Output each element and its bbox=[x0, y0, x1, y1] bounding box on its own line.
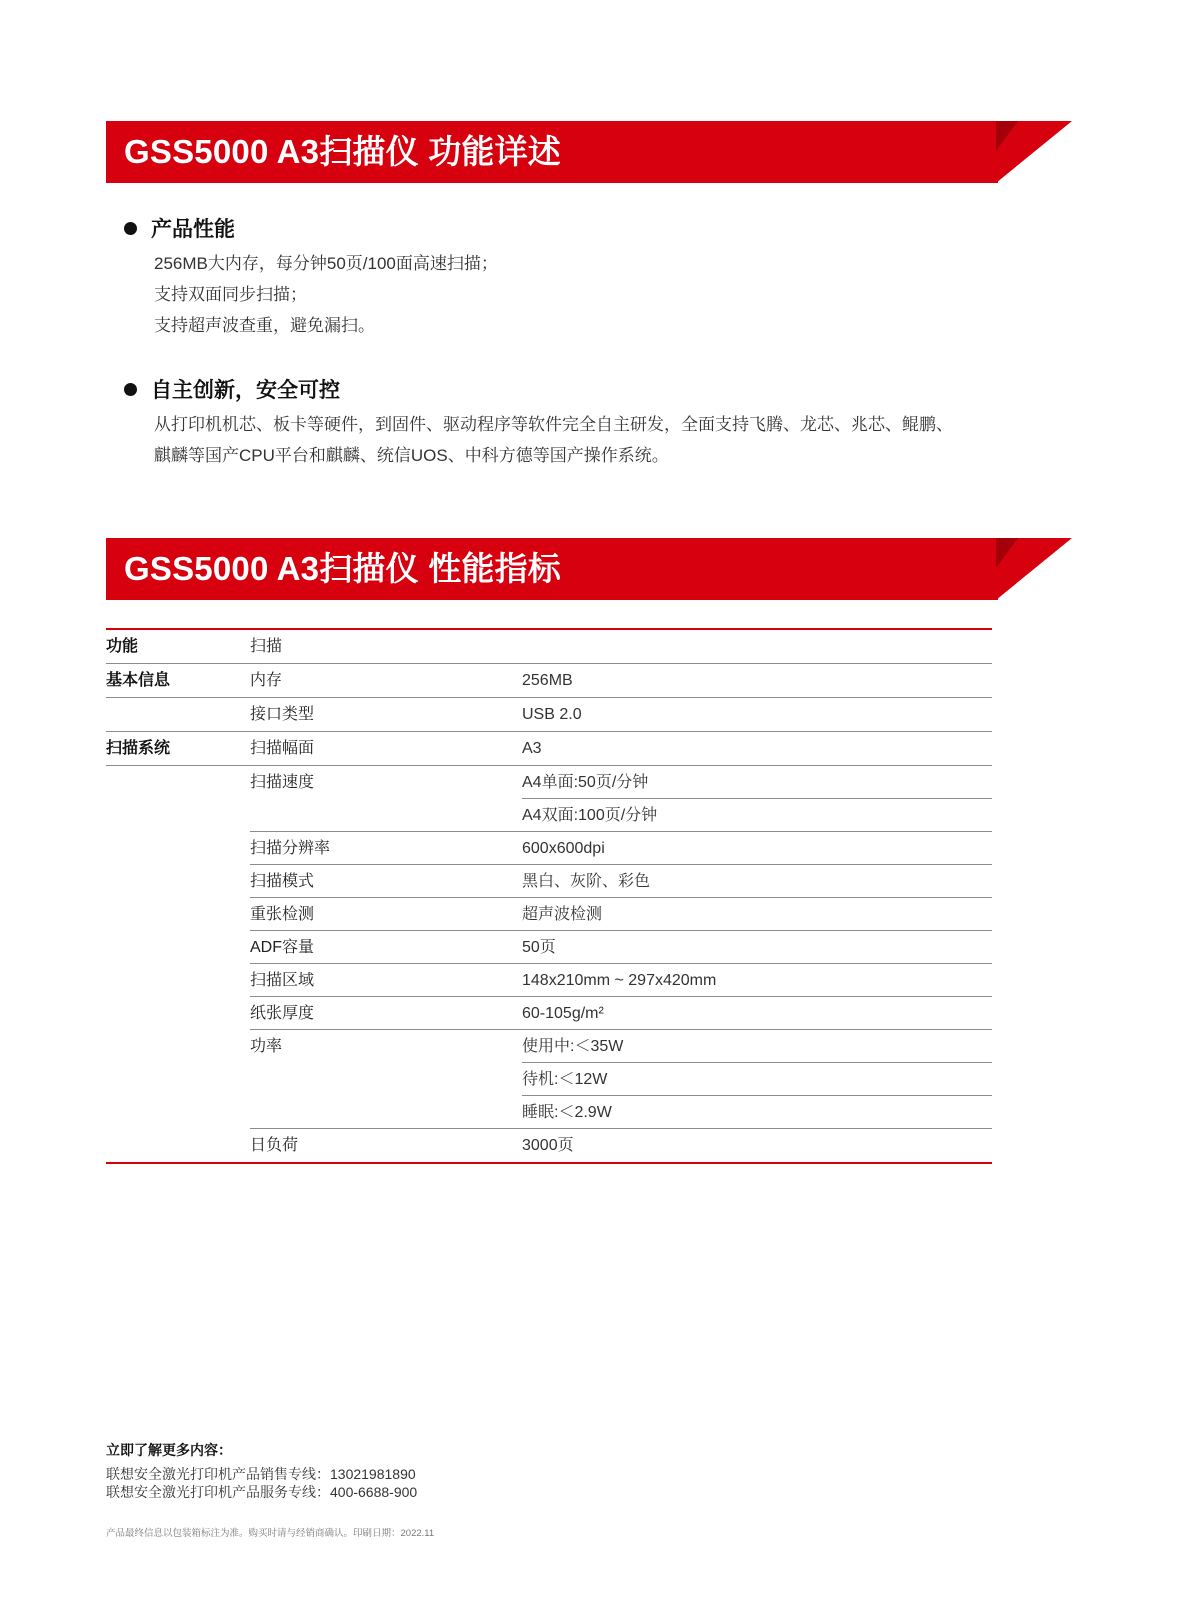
table-cell-item: 功率 bbox=[250, 1038, 283, 1055]
table-row bbox=[106, 964, 992, 997]
table-cell-value: A4单面:50页/分钟 bbox=[522, 774, 649, 791]
table-row bbox=[106, 766, 992, 799]
feature-line: 支持双面同步扫描； bbox=[154, 285, 307, 304]
table-cell-value: 50页 bbox=[522, 939, 556, 956]
spec-banner bbox=[106, 538, 1070, 600]
feature-line: 256MB大内存，每分钟50页/100面高速扫描； bbox=[154, 254, 498, 273]
feature-line: 麒麟等国产CPU平台和麒麟、统信UOS、中科方德等国产操作系统。 bbox=[154, 446, 669, 465]
table-cell-item: 日负荷 bbox=[250, 1137, 299, 1154]
table-cell-category: 功能 bbox=[106, 638, 139, 655]
feature-banner bbox=[106, 121, 1070, 183]
table-cell-value: 600x600dpi bbox=[522, 840, 605, 857]
banner-corner-icon bbox=[996, 538, 1072, 600]
banner-title: GSS5000 A3扫描仪 性能指标 bbox=[124, 550, 561, 587]
table-cell-value: A3 bbox=[522, 740, 542, 757]
table-row bbox=[106, 698, 992, 732]
table-cell-value: 60-105g/m² bbox=[522, 1005, 604, 1022]
table-row bbox=[106, 1096, 992, 1129]
table-cell-value: 待机:＜12W bbox=[522, 1071, 608, 1088]
table-cell-category: 扫描系统 bbox=[106, 740, 171, 757]
feature-heading bbox=[124, 213, 235, 243]
table-row bbox=[106, 630, 992, 664]
table-row bbox=[106, 1030, 992, 1063]
table-cell-item: 扫描模式 bbox=[250, 873, 315, 890]
service-hotline: 联想安全激光打印机产品服务专线：400-6688-900 bbox=[106, 1484, 418, 1500]
table-cell-value: 3000页 bbox=[522, 1137, 574, 1154]
table-row bbox=[106, 898, 992, 931]
footer-title: 立即了解更多内容： bbox=[106, 1442, 232, 1458]
table-cell-item: 扫描分辨率 bbox=[250, 840, 331, 857]
table-cell-value: 黑白、灰阶、彩色 bbox=[522, 873, 651, 890]
spec-table bbox=[106, 628, 992, 1164]
table-cell-item: 接口类型 bbox=[250, 706, 315, 723]
table-row bbox=[106, 732, 992, 766]
feature-line: 从打印机机芯、板卡等硬件，到固件、驱动程序等软件完全自主研发，全面支持飞腾、龙芯、兆芯、鲲鹏、 bbox=[154, 415, 953, 434]
disclaimer: 产品最终信息以包装箱标注为准。购买时请与经销商确认。印刷日期：2022.11 bbox=[106, 1528, 435, 1539]
table-cell-value: 使用中:＜35W bbox=[522, 1038, 624, 1055]
sales-hotline: 联想安全激光打印机产品销售专线：13021981890 bbox=[106, 1466, 416, 1482]
table-cell-item: 重张检测 bbox=[250, 906, 315, 923]
table-cell-item: ADF容量 bbox=[250, 939, 315, 956]
table-cell-item: 纸张厚度 bbox=[250, 1005, 315, 1022]
table-cell-item: 扫描幅面 bbox=[250, 740, 315, 757]
table-cell-value: 超声波检测 bbox=[522, 906, 603, 923]
table-row bbox=[106, 1063, 992, 1096]
banner-corner-icon bbox=[996, 121, 1072, 183]
feature-heading bbox=[124, 374, 340, 404]
table-cell-item: 扫描 bbox=[250, 638, 283, 655]
table-cell-category: 基本信息 bbox=[106, 672, 171, 689]
feature-heading-text: 产品性能 bbox=[151, 218, 235, 241]
table-cell-item: 扫描区域 bbox=[250, 972, 315, 989]
table-cell-value: A4双面:100页/分钟 bbox=[522, 807, 658, 824]
bullet-icon bbox=[124, 383, 137, 396]
table-cell-value: 256MB bbox=[522, 672, 573, 689]
table-cell-value: 睡眠:＜2.9W bbox=[522, 1104, 612, 1121]
table-row bbox=[106, 664, 992, 698]
table-row bbox=[106, 997, 992, 1030]
table-row bbox=[106, 931, 992, 964]
table-cell-item: 内存 bbox=[250, 672, 283, 689]
table-row bbox=[106, 865, 992, 898]
table-cell-value: USB 2.0 bbox=[522, 706, 582, 723]
feature-line: 支持超声波查重，避免漏扫。 bbox=[154, 316, 375, 335]
feature-heading-text: 自主创新，安全可控 bbox=[151, 379, 340, 402]
table-cell-item: 扫描速度 bbox=[250, 774, 315, 791]
bullet-icon bbox=[124, 222, 137, 235]
table-row bbox=[106, 799, 992, 832]
table-row bbox=[106, 832, 992, 865]
table-row bbox=[106, 1129, 992, 1162]
table-cell-value: 148x210mm ~ 297x420mm bbox=[522, 972, 717, 989]
banner-title: GSS5000 A3扫描仪 功能详述 bbox=[124, 133, 561, 170]
